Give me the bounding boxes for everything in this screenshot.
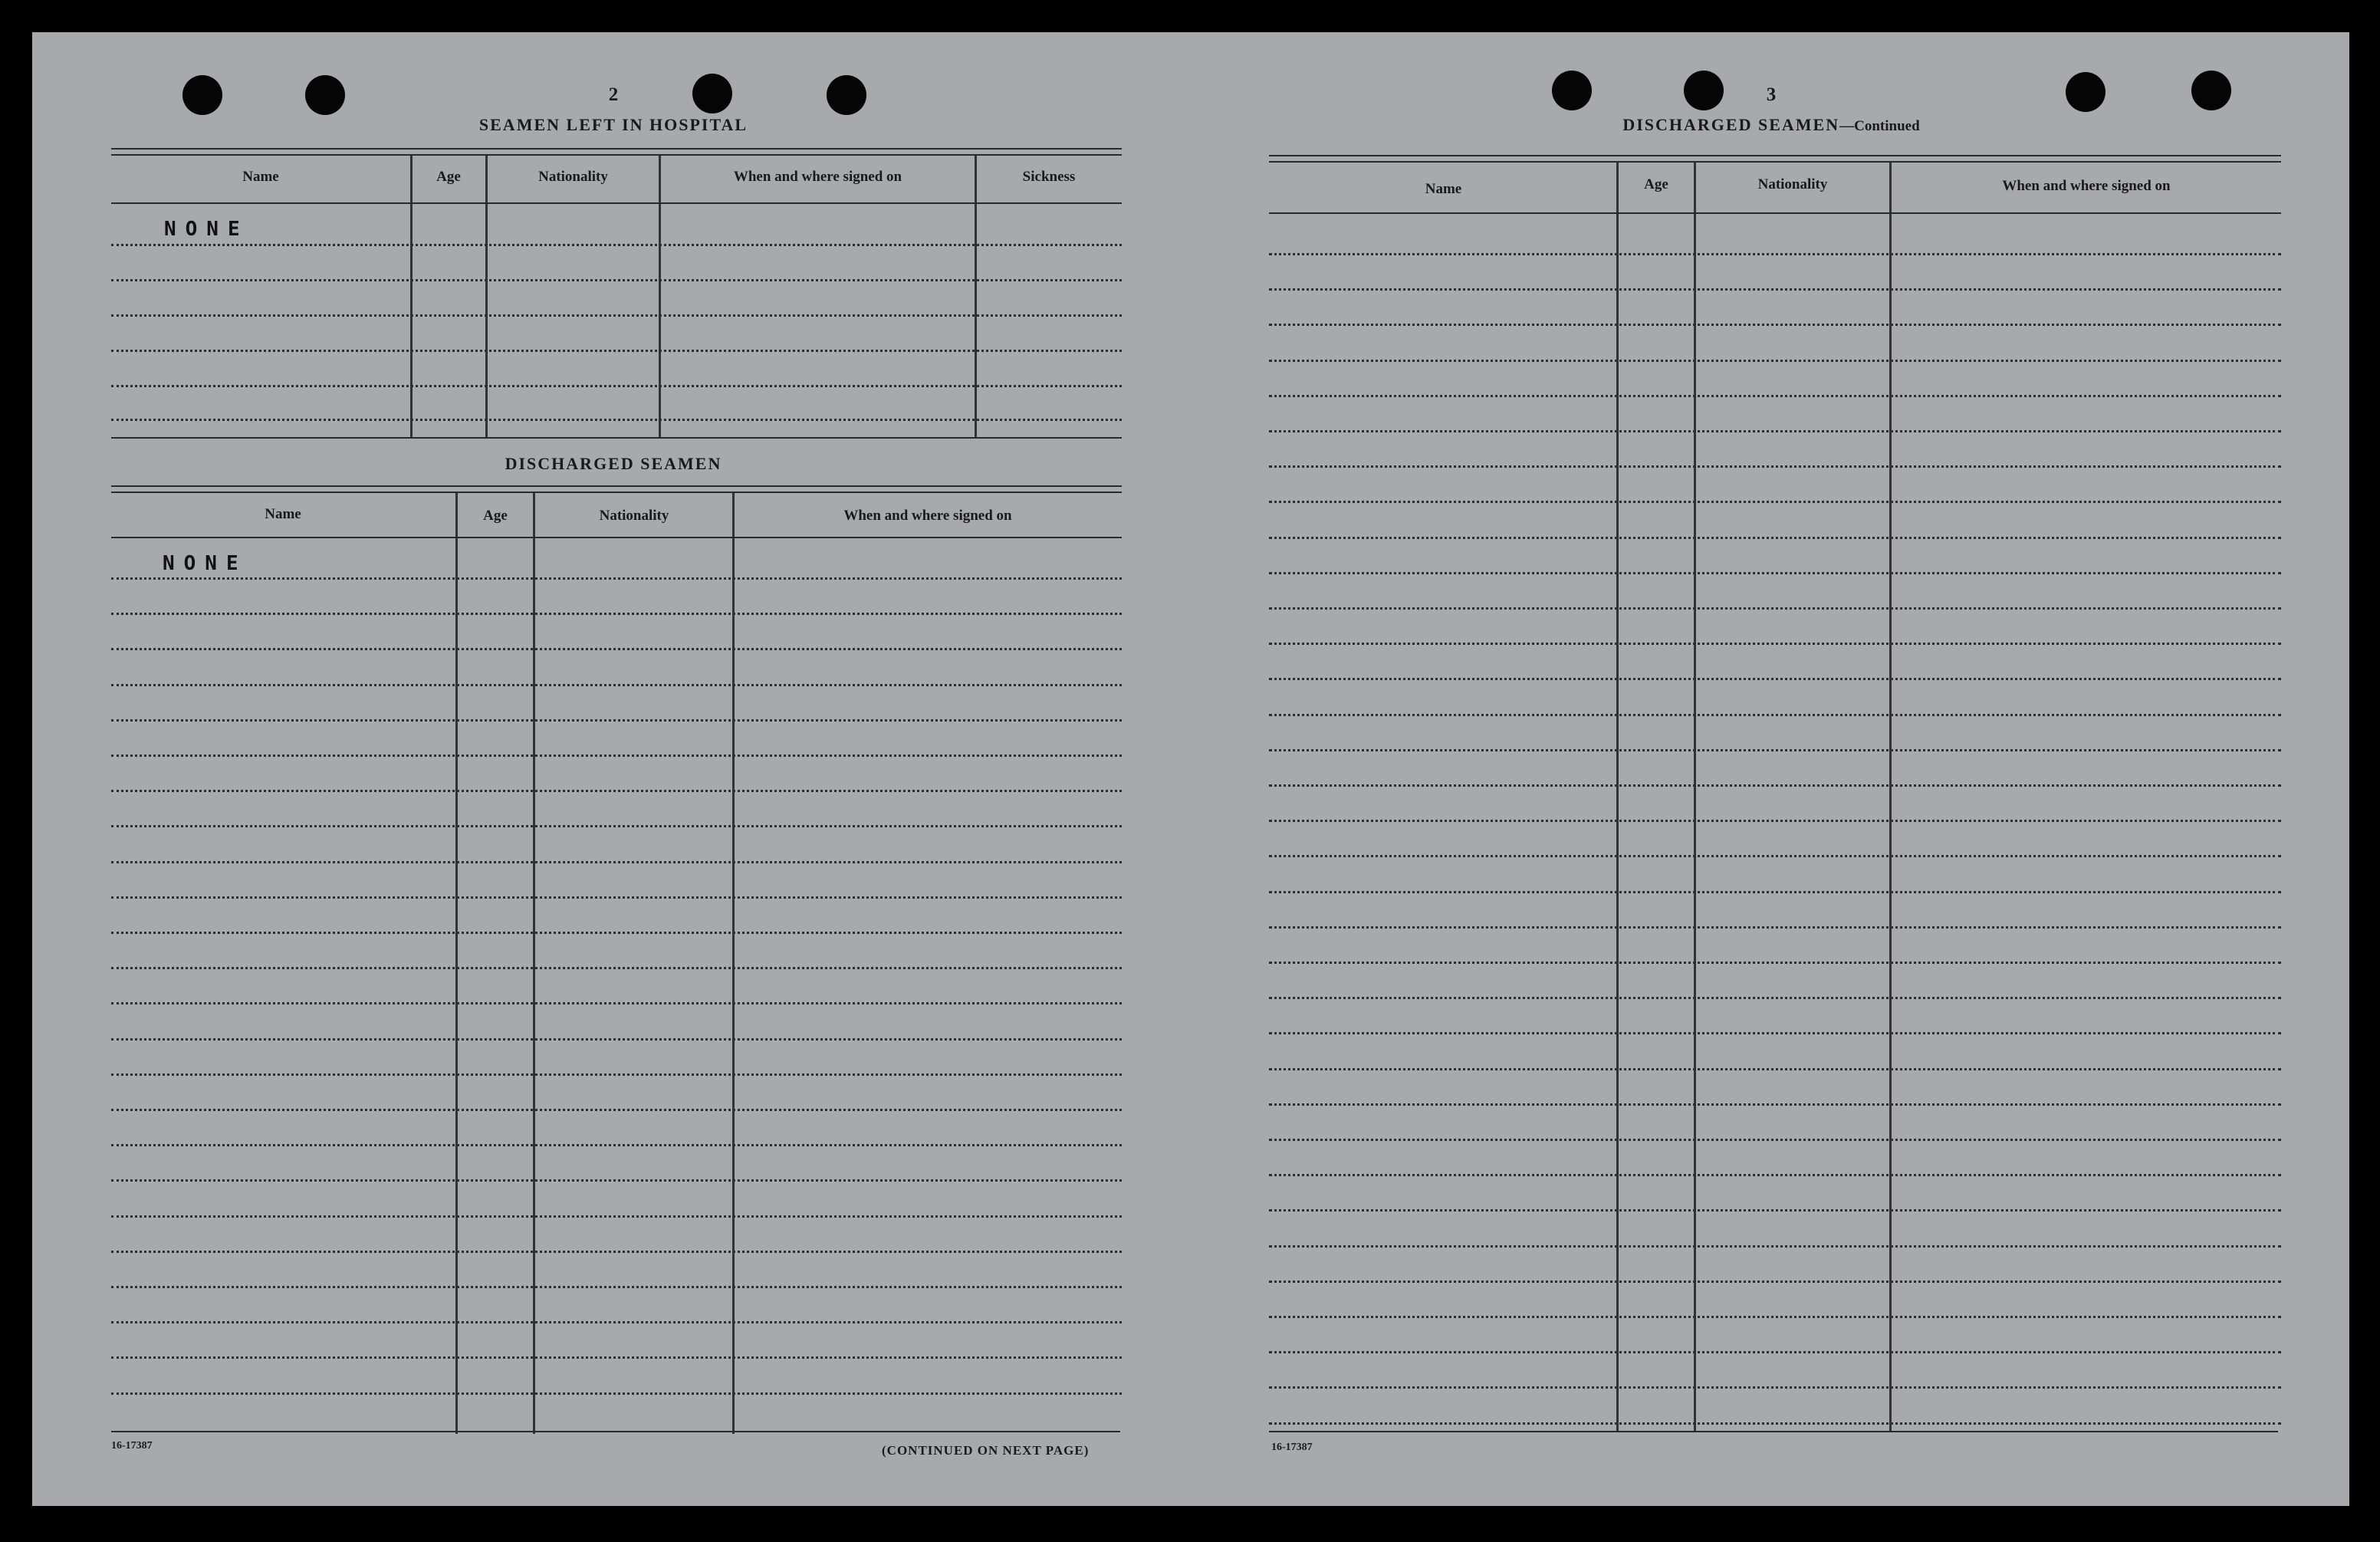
discharged-continued-title	[1464, 115, 2078, 135]
row-line	[1269, 607, 2281, 610]
punch-hole	[305, 75, 345, 115]
row-line	[111, 896, 1122, 899]
row-line	[111, 419, 1122, 421]
row-line	[111, 790, 1122, 792]
discharged-col-nationality: Nationality	[599, 508, 669, 524]
right-col-divider	[1616, 163, 1619, 1432]
punch-hole	[182, 75, 222, 115]
row-line	[1269, 324, 2281, 326]
right-header-rule	[1269, 212, 2281, 214]
discharged-col-age: Age	[483, 508, 508, 524]
row-line	[111, 932, 1122, 934]
hospital-col-nationality: Nationality	[538, 169, 608, 185]
row-line	[1269, 1103, 2281, 1106]
row-line	[1269, 891, 2281, 893]
hospital-col-signed-on: When and where signed on	[733, 169, 902, 185]
row-line	[1269, 288, 2281, 291]
row-line	[111, 577, 1122, 580]
discharged-col-name: Name	[265, 506, 301, 522]
row-line	[1269, 678, 2281, 680]
row-line	[1269, 572, 2281, 574]
row-line	[1269, 1209, 2281, 1212]
row-line	[111, 350, 1122, 352]
punch-hole	[2066, 72, 2106, 112]
row-line	[111, 755, 1122, 757]
hospital-table-bottom-rule	[111, 437, 1122, 439]
row-line	[111, 1144, 1122, 1146]
row-line	[111, 825, 1122, 827]
row-line	[111, 684, 1122, 686]
row-line	[1269, 1422, 2281, 1425]
discharged-col-divider	[455, 493, 458, 1434]
hospital-col-name: Name	[242, 169, 279, 185]
discharged-col-divider	[533, 493, 535, 1434]
row-line	[1269, 501, 2281, 503]
row-line	[1269, 820, 2281, 822]
row-line	[1269, 714, 2281, 716]
hospital-col-divider	[485, 156, 488, 437]
row-line	[1269, 395, 2281, 397]
row-line	[111, 244, 1122, 246]
discharged-continued-title-main: DISCHARGED SEAMEN	[1622, 115, 1840, 134]
row-line	[111, 1251, 1122, 1253]
row-line	[1269, 1139, 2281, 1141]
row-line	[111, 1038, 1122, 1041]
hospital-table-top-rule	[111, 148, 1122, 156]
punch-hole	[2191, 71, 2231, 110]
right-col-nationality: Nationality	[1757, 176, 1828, 192]
right-col-divider	[1694, 163, 1696, 1432]
row-line	[111, 385, 1122, 387]
right-table-top-rule	[1269, 155, 2281, 163]
row-line	[1269, 1316, 2281, 1318]
form-number-left: 16-17387	[111, 1440, 153, 1452]
row-line	[1269, 253, 2281, 255]
row-line	[1269, 1245, 2281, 1248]
row-line	[1269, 430, 2281, 432]
discharged-section-title: DISCHARGED SEAMEN	[505, 454, 722, 473]
hospital-entry: NONE	[164, 218, 249, 241]
punch-hole	[692, 74, 732, 113]
hospital-header-rule	[111, 202, 1122, 204]
row-line	[111, 314, 1122, 317]
hospital-col-divider	[659, 156, 661, 437]
row-line	[1269, 1351, 2281, 1353]
row-line	[111, 1109, 1122, 1111]
row-line	[1269, 784, 2281, 787]
form-number-right: 16-17387	[1271, 1442, 1313, 1453]
page-number-left: 2	[608, 84, 619, 105]
row-line	[1269, 1032, 2281, 1034]
row-line	[1269, 749, 2281, 751]
discharged-header-rule	[111, 537, 1122, 538]
row-line	[1269, 855, 2281, 857]
row-line	[1269, 643, 2281, 645]
row-line	[111, 719, 1122, 722]
discharged-continued-title-suffix: —Continued	[1839, 118, 1920, 134]
right-col-name: Name	[1425, 181, 1462, 197]
row-line	[1269, 962, 2281, 964]
row-line	[1269, 997, 2281, 999]
row-line	[111, 1002, 1122, 1004]
row-line	[111, 861, 1122, 863]
discharged-col-divider	[732, 493, 735, 1434]
hospital-section-title: SEAMEN LEFT IN HOSPITAL	[478, 115, 748, 134]
hospital-col-sickness: Sickness	[1022, 169, 1076, 185]
hospital-col-divider	[410, 156, 413, 437]
punch-hole	[1552, 71, 1592, 110]
right-col-divider	[1889, 163, 1892, 1432]
right-col-age: Age	[1644, 176, 1668, 192]
continued-note: (CONTINUED ON NEXT PAGE)	[882, 1443, 1090, 1458]
row-line	[1269, 537, 2281, 539]
row-line	[1269, 1281, 2281, 1283]
row-line	[1269, 926, 2281, 929]
row-line	[111, 1321, 1122, 1323]
row-line	[111, 1392, 1122, 1395]
right-col-signed-on: When and where signed on	[2002, 178, 2171, 194]
row-line	[111, 1073, 1122, 1076]
row-line	[111, 1215, 1122, 1218]
row-line	[111, 1179, 1122, 1182]
discharged-table-bottom-rule	[111, 1431, 1120, 1432]
row-line	[111, 1286, 1122, 1288]
row-line	[1269, 1386, 2281, 1389]
row-line	[111, 613, 1122, 615]
row-line	[1269, 360, 2281, 362]
row-line	[111, 967, 1122, 969]
discharged-entry: NONE	[163, 552, 248, 575]
hospital-col-age: Age	[436, 169, 461, 185]
row-line	[111, 279, 1122, 281]
row-line	[111, 648, 1122, 650]
hospital-col-divider	[975, 156, 977, 437]
page-number-right: 3	[1766, 84, 1777, 105]
right-table-bottom-rule	[1269, 1431, 2278, 1432]
row-line	[1269, 1174, 2281, 1176]
punch-hole	[827, 75, 866, 115]
discharged-col-signed-on: When and where signed on	[843, 508, 1012, 524]
discharged-table-top-rule	[111, 485, 1122, 493]
row-line	[1269, 465, 2281, 468]
row-line	[111, 1356, 1122, 1359]
row-line	[1269, 1068, 2281, 1070]
